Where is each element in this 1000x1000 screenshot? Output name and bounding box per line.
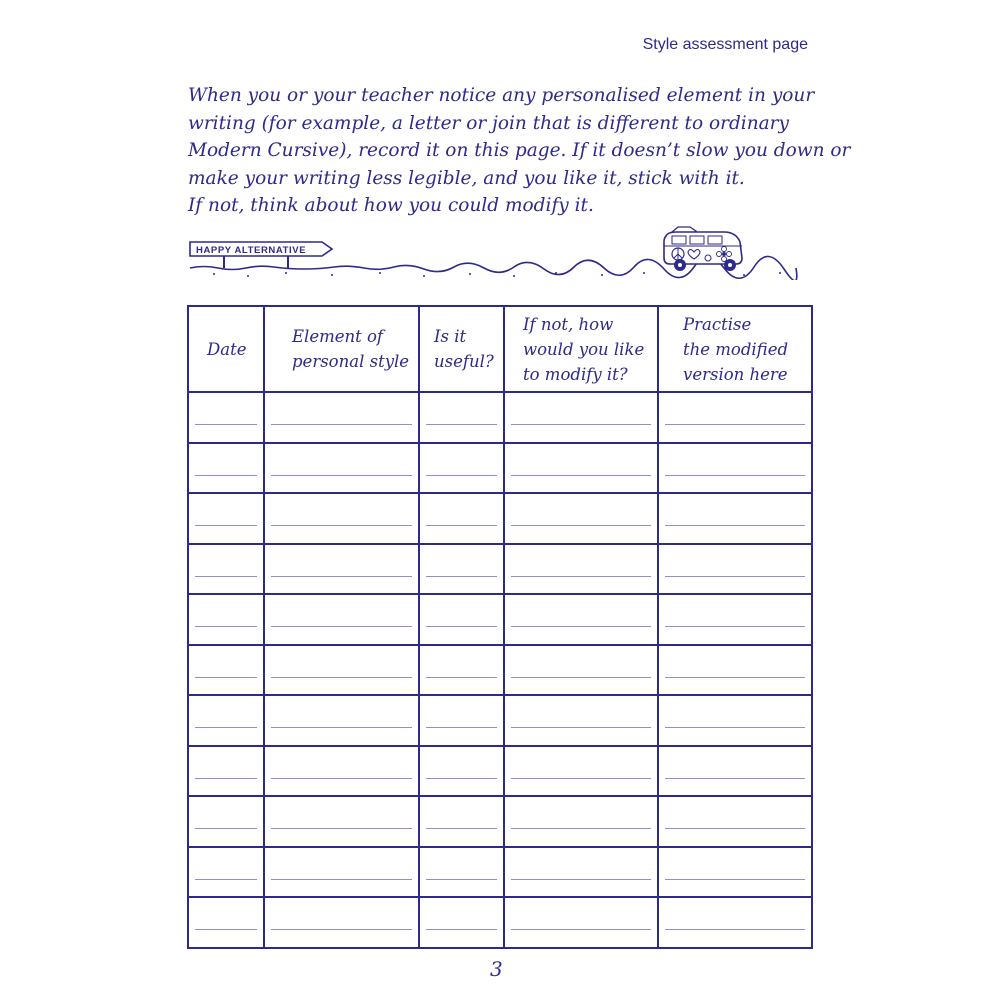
table-row [188, 695, 812, 746]
sign-text: HAPPY ALTERNATIVE [196, 245, 307, 256]
element-cell[interactable] [264, 392, 419, 443]
writing-line [511, 576, 651, 577]
date-cell[interactable] [188, 443, 264, 494]
table-row [188, 443, 812, 494]
element-cell[interactable] [264, 847, 419, 898]
useful-cell[interactable] [419, 796, 504, 847]
intro-line: When you or your teacher notice any personalised element in your [188, 85, 815, 106]
table-row [188, 847, 812, 898]
header-modify-line: would you like [523, 339, 645, 359]
writing-line [195, 424, 257, 425]
element-cell[interactable] [264, 796, 419, 847]
date-cell[interactable] [188, 746, 264, 797]
writing-line [271, 778, 412, 779]
writing-line [426, 677, 497, 678]
signpost-icon [190, 242, 332, 268]
road-illustration [184, 222, 804, 280]
header-element-of-style [264, 306, 419, 392]
header-useful-line: useful? [434, 352, 494, 371]
header-modify-line: If not, how [523, 314, 614, 334]
modify-cell[interactable] [504, 897, 658, 948]
practise-cell[interactable] [658, 847, 812, 898]
useful-cell[interactable] [419, 645, 504, 696]
header-element-line: Element of [292, 327, 384, 346]
date-cell[interactable] [188, 594, 264, 645]
writing-line [665, 525, 805, 526]
practise-cell[interactable] [658, 695, 812, 746]
writing-line [271, 879, 412, 880]
header-practise-line: Practise [683, 314, 752, 334]
writing-line [426, 525, 497, 526]
useful-cell[interactable] [419, 746, 504, 797]
writing-line [511, 677, 651, 678]
practise-cell[interactable] [658, 594, 812, 645]
practise-cell[interactable] [658, 443, 812, 494]
writing-line [195, 525, 257, 526]
writing-line [511, 626, 651, 627]
header-modify-line: to modify it? [523, 364, 628, 384]
writing-line [511, 475, 651, 476]
useful-cell[interactable] [419, 443, 504, 494]
useful-cell[interactable] [419, 897, 504, 948]
useful-cell[interactable] [419, 392, 504, 443]
practise-cell[interactable] [658, 897, 812, 948]
element-cell[interactable] [264, 746, 419, 797]
table-row [188, 544, 812, 595]
writing-line [271, 475, 412, 476]
header-practise [658, 306, 812, 392]
element-cell[interactable] [264, 443, 419, 494]
table-row [188, 897, 812, 948]
writing-line [195, 626, 257, 627]
header-date [188, 306, 264, 392]
page-number: 3 [490, 957, 503, 981]
writing-line [665, 475, 805, 476]
writing-line [426, 727, 497, 728]
element-cell[interactable] [264, 594, 419, 645]
writing-line [426, 929, 497, 930]
useful-cell[interactable] [419, 544, 504, 595]
modify-cell[interactable] [504, 695, 658, 746]
element-cell[interactable] [264, 645, 419, 696]
intro-line: Modern Cursive), record it on this page. If it doesn’t slow you down or [188, 140, 851, 161]
modify-cell[interactable] [504, 443, 658, 494]
modify-cell[interactable] [504, 544, 658, 595]
table-row [188, 796, 812, 847]
writing-line [195, 576, 257, 577]
writing-line [426, 576, 497, 577]
table-row [188, 645, 812, 696]
element-cell[interactable] [264, 897, 419, 948]
header-element-line: personal style [292, 352, 410, 371]
intro-text [188, 82, 851, 220]
date-cell[interactable] [188, 796, 264, 847]
table-row [188, 594, 812, 645]
writing-line [271, 525, 412, 526]
date-cell[interactable] [188, 493, 264, 544]
table-header-row [188, 306, 812, 392]
useful-cell[interactable] [419, 695, 504, 746]
date-cell[interactable] [188, 392, 264, 443]
writing-line [195, 778, 257, 779]
practise-cell[interactable] [658, 746, 812, 797]
practise-cell[interactable] [658, 493, 812, 544]
writing-line [426, 778, 497, 779]
date-cell[interactable] [188, 645, 264, 696]
page-header: Style assessment page [642, 36, 808, 53]
writing-line [271, 929, 412, 930]
writing-line [271, 677, 412, 678]
useful-cell[interactable] [419, 594, 504, 645]
writing-line [511, 828, 651, 829]
writing-line [511, 778, 651, 779]
intro-line: make your writing less legible, and you like it, stick with it. [188, 167, 745, 189]
header-practise-line: the modified [683, 339, 789, 359]
date-cell[interactable] [188, 847, 264, 898]
header-useful-line: Is it [434, 327, 467, 346]
modify-cell[interactable] [504, 493, 658, 544]
writing-line [665, 828, 805, 829]
writing-line [195, 828, 257, 829]
writing-line [665, 677, 805, 678]
date-cell[interactable] [188, 695, 264, 746]
writing-line [195, 677, 257, 678]
writing-line [511, 525, 651, 526]
practise-cell[interactable] [658, 796, 812, 847]
modify-cell[interactable] [504, 847, 658, 898]
header-date-text: Date [207, 339, 247, 359]
element-cell[interactable] [264, 493, 419, 544]
practise-cell[interactable] [658, 645, 812, 696]
writing-line [195, 727, 257, 728]
writing-line [271, 727, 412, 728]
table-row [188, 746, 812, 797]
writing-line [271, 828, 412, 829]
writing-line [665, 424, 805, 425]
writing-line [426, 424, 497, 425]
camper-van-icon [664, 227, 742, 271]
writing-line [271, 576, 412, 577]
writing-line [426, 879, 497, 880]
writing-line [426, 828, 497, 829]
writing-line [665, 576, 805, 577]
useful-cell[interactable] [419, 493, 504, 544]
writing-line [426, 475, 497, 476]
modify-cell[interactable] [504, 645, 658, 696]
modify-cell[interactable] [504, 746, 658, 797]
element-cell[interactable] [264, 695, 419, 746]
header-practise-line: version here [683, 364, 788, 384]
date-cell[interactable] [188, 897, 264, 948]
element-cell[interactable] [264, 544, 419, 595]
useful-cell[interactable] [419, 847, 504, 898]
practise-cell[interactable] [658, 392, 812, 443]
date-cell[interactable] [188, 544, 264, 595]
table-body [188, 392, 812, 948]
table-row [188, 392, 812, 443]
writing-line [511, 424, 651, 425]
practise-cell[interactable] [658, 544, 812, 595]
intro-line: writing (for example, a letter or join that is different to ordinary [188, 112, 789, 134]
writing-line [511, 727, 651, 728]
writing-line [271, 424, 412, 425]
writing-line [511, 929, 651, 930]
header-modify [504, 306, 658, 392]
writing-line [665, 727, 805, 728]
table-row [188, 493, 812, 544]
intro-line: If not, think about how you could modify it. [188, 195, 594, 216]
writing-line [665, 879, 805, 880]
writing-line [665, 626, 805, 627]
modify-cell[interactable] [504, 796, 658, 847]
modify-cell[interactable] [504, 594, 658, 645]
writing-line [195, 475, 257, 476]
header-is-useful [419, 306, 504, 392]
writing-line [665, 778, 805, 779]
assessment-table [187, 305, 813, 949]
writing-line [511, 879, 651, 880]
writing-line [426, 626, 497, 627]
writing-line [665, 929, 805, 930]
writing-line [195, 929, 257, 930]
modify-cell[interactable] [504, 392, 658, 443]
writing-line [271, 626, 412, 627]
writing-line [195, 879, 257, 880]
